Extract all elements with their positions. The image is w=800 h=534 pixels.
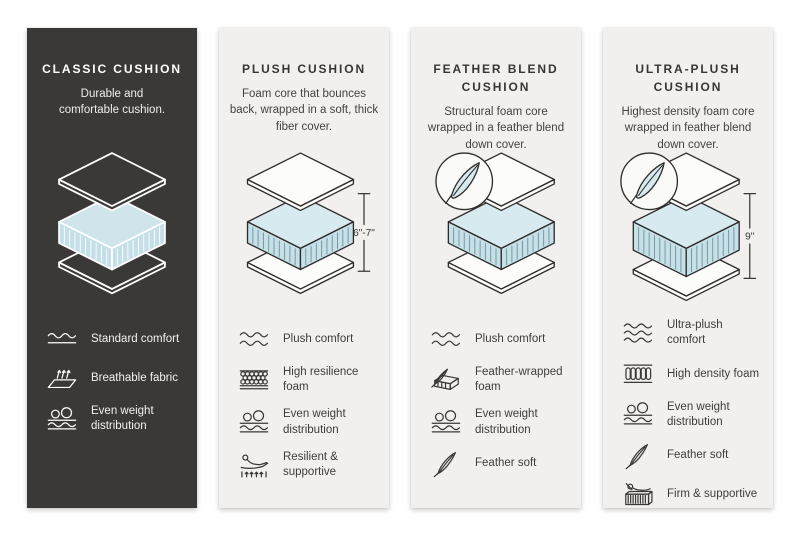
weight-distribution-icon <box>429 409 463 436</box>
column-header <box>613 52 763 151</box>
feature-label: Even weight distribution <box>475 408 538 436</box>
feature-label: Even weight distribution <box>91 405 154 433</box>
cushion-top-layer-face <box>59 153 165 206</box>
column-feather-blend-cushion <box>411 28 581 508</box>
feature-row <box>621 361 763 388</box>
firm-support-icon <box>621 481 655 508</box>
wave-double-icon <box>237 326 271 353</box>
feature-list <box>37 326 187 434</box>
feature-row <box>429 326 571 353</box>
cushion-svg <box>229 146 379 297</box>
feature-row <box>621 442 763 469</box>
feature-row <box>45 365 187 392</box>
measurement-label: 6"-7" <box>353 227 375 239</box>
feature-row <box>237 450 379 480</box>
feature-row <box>621 481 763 508</box>
wave-triple-icon <box>621 320 655 347</box>
feature-label: Standard comfort <box>91 332 180 345</box>
wave-double-icon <box>429 326 463 353</box>
cushion-layers-illustration <box>229 146 379 324</box>
feature-list <box>229 326 379 480</box>
cushion-layers-illustration <box>421 146 571 324</box>
feature-row <box>429 407 571 437</box>
column-description: Foam core that bounces back, wrapped in a soft, thick fiber cover. <box>229 88 379 133</box>
foam-cells-icon <box>621 361 655 388</box>
feature-label: High resilience foam <box>283 366 359 394</box>
cushion-svg <box>37 146 187 297</box>
weight-distribution-icon <box>237 409 271 436</box>
feature-label: Feather soft <box>475 456 537 469</box>
column-title: PLUSH CUSHION <box>241 62 367 76</box>
feature-label: Firm & supportive <box>667 487 758 500</box>
cushion-layers-illustration <box>37 146 187 324</box>
feature-row <box>621 318 763 348</box>
feature-label: Even weight distribution <box>283 408 346 436</box>
feature-row <box>429 450 571 477</box>
column-title: CLASSIC CUSHION <box>42 62 182 76</box>
column-header <box>421 52 571 151</box>
feature-label: Ultra-plush comfort <box>667 319 723 347</box>
column-title: FEATHER BLEND CUSHION <box>433 62 559 94</box>
column-header <box>37 52 187 140</box>
feature-label: Resilient & supportive <box>283 450 338 478</box>
cushion-top-layer-face <box>248 153 354 206</box>
feature-list <box>613 318 763 508</box>
feature-row <box>237 326 379 353</box>
feature-row <box>429 365 571 395</box>
feather-icon <box>621 442 655 469</box>
feature-row <box>237 365 379 395</box>
foam-feather-icon <box>429 367 463 394</box>
cushion-svg <box>421 146 571 297</box>
cushion-layers-illustration <box>613 146 763 316</box>
feature-row <box>237 407 379 437</box>
feature-row <box>45 404 187 434</box>
column-description: Structural foam core wrapped in a feather blend down cover. <box>427 106 565 151</box>
feature-label: Breathable fabric <box>91 371 178 384</box>
feature-list <box>421 326 571 477</box>
column-plush-cushion <box>219 28 389 508</box>
weight-distribution-icon <box>45 406 79 433</box>
wave-single-icon <box>45 326 79 353</box>
cushion-svg <box>613 146 763 304</box>
feather-icon <box>429 450 463 477</box>
weight-distribution-icon <box>621 401 655 428</box>
feature-row <box>621 400 763 430</box>
breathable-fabric-icon <box>45 365 79 392</box>
feature-label: Plush comfort <box>283 332 354 345</box>
feature-label: Plush comfort <box>475 332 546 345</box>
resilient-support-icon <box>237 451 271 478</box>
column-header <box>229 52 379 140</box>
column-ultra-plush-cushion <box>603 28 773 508</box>
column-title: ULTRA-PLUSH CUSHION <box>635 62 741 94</box>
feature-label: Even weight distribution <box>667 400 730 428</box>
column-classic-cushion <box>27 28 197 508</box>
feature-label: High density foam <box>667 367 760 380</box>
feature-row <box>45 326 187 353</box>
measurement-label: 9" <box>745 231 755 243</box>
feature-label: Feather soft <box>667 448 729 461</box>
feature-label: Feather-wrapped foam <box>475 366 563 394</box>
column-description: Durable and comfortable cushion. <box>58 88 166 117</box>
honeycomb-foam-icon <box>237 367 271 394</box>
column-description: Highest density foam core wrapped in feather blend down cover. <box>621 106 755 151</box>
